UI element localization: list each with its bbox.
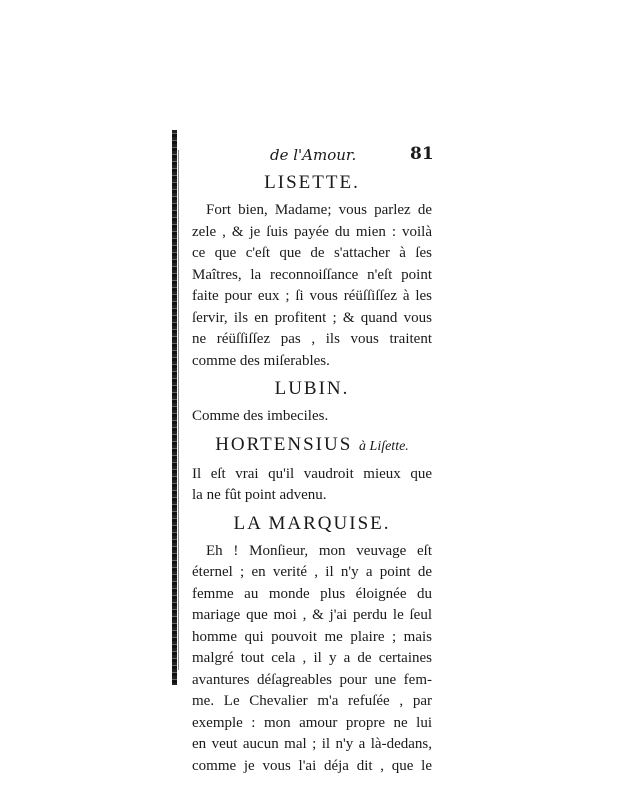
text-line: comme des miſerables. bbox=[192, 352, 330, 369]
text-line: ce que c'eſt que de s'attacher à ſes bbox=[192, 245, 432, 261]
text-line: zele , & je ſuis payée du mien : voilà bbox=[192, 223, 432, 240]
text-line: homme qui pouvoit me plaire ; mais bbox=[192, 628, 432, 645]
text-line: faite pour eux ; ſi vous réüſſiſſez à les bbox=[192, 288, 432, 304]
text-line: comme je vous l'ai déja dit , que le bbox=[192, 757, 432, 774]
speaker-heading bbox=[192, 376, 432, 402]
running-title: de l'Amour. bbox=[270, 146, 357, 164]
speech-paragraph bbox=[192, 541, 432, 778]
speaker-heading bbox=[192, 170, 432, 196]
text-line: Comme des imbeciles. bbox=[192, 408, 329, 424]
speaker-heading bbox=[192, 511, 432, 537]
text-line: Eh ! Monſieur, mon veuvage eſt bbox=[206, 542, 432, 559]
binding-shadow bbox=[178, 150, 179, 670]
text-line: Il eſt vrai qu'il vaudroit mieux que bbox=[192, 465, 432, 482]
text-line: me. Le Chevalier m'a refuſée , par bbox=[192, 693, 432, 709]
speaker-heading bbox=[192, 432, 432, 460]
speech-paragraph bbox=[192, 406, 432, 428]
stage-direction: à Liſette. bbox=[359, 438, 409, 454]
speaker-name: LA MARQUISE. bbox=[233, 512, 391, 534]
text-line: avantures déſagreables pour une fem- bbox=[192, 671, 432, 688]
text-line: ne réüſſiſſez pas , ils vous traitent bbox=[192, 331, 432, 347]
text-line: la ne fût point advenu. bbox=[192, 487, 327, 503]
speech-paragraph bbox=[192, 464, 432, 507]
text-line: exemple : mon amour propre ne lui bbox=[192, 714, 432, 731]
text-line: malgré tout cela , il y a de certaines bbox=[192, 650, 432, 666]
text-line: Maîtres, la reconnoiſſance n'eſt point bbox=[192, 266, 432, 283]
speaker-name: HORTENSIUS bbox=[215, 433, 353, 455]
speaker-name: LISETTE. bbox=[264, 172, 360, 193]
text-block bbox=[192, 166, 432, 777]
page-number: 81 bbox=[410, 144, 434, 164]
speaker-name: LUBIN. bbox=[274, 378, 350, 399]
text-line: éternel ; en verité , il n'y a point de bbox=[192, 564, 432, 580]
text-line: en veut aucun mal ; il n'y a là-dedans, bbox=[192, 736, 432, 752]
speech-paragraph bbox=[192, 200, 432, 372]
text-line: ſervir, ils en profitent ; & quand vous bbox=[192, 309, 432, 326]
binding-edge bbox=[172, 130, 177, 685]
text-line: mariage que moi , & j'ai perdu le ſeul bbox=[192, 607, 432, 623]
text-line: Fort bien, Madame; vous parlez de bbox=[206, 202, 432, 218]
text-line: femme au monde plus éloignée du bbox=[192, 585, 432, 602]
